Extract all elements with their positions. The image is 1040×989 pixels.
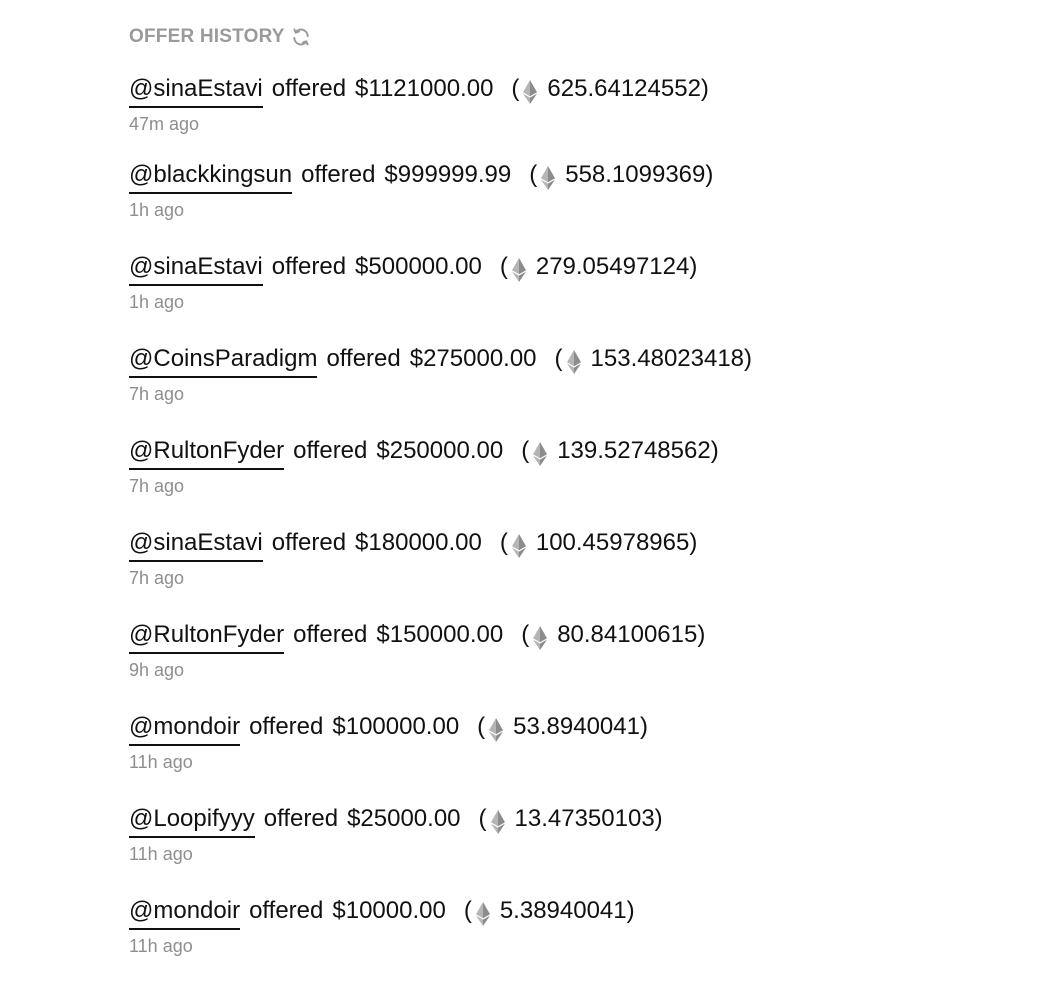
offer-user-link[interactable]: @Loopifyyy — [129, 804, 255, 838]
offer-user-link[interactable]: @blackkingsun — [129, 160, 292, 194]
close-paren: ) — [700, 75, 709, 102]
open-paren: ( — [478, 805, 487, 832]
offer-time: 47m ago — [129, 114, 200, 134]
offer-user-link[interactable]: @sinaEstavi — [129, 528, 263, 562]
offer-line — [129, 620, 1009, 654]
offer-verb: offered — [293, 437, 368, 464]
offer-verb: offered — [263, 805, 339, 832]
offer-item — [129, 252, 1009, 344]
offer-item — [129, 896, 1009, 988]
offer-line — [129, 896, 1009, 930]
offer-user-link[interactable]: @RultonFyder — [129, 620, 284, 654]
offer-time: 7h ago — [129, 476, 185, 496]
offer-eth-amount: 13.47350103 — [514, 805, 655, 832]
offer-amount: $999999.99 — [384, 161, 512, 188]
offer-amount: $275000.00 — [409, 345, 537, 372]
offer-history-header — [129, 24, 1009, 50]
offer-user-link[interactable]: @sinaEstavi — [129, 252, 263, 286]
offer-time: 11h ago — [129, 752, 193, 772]
open-paren: ( — [499, 253, 508, 280]
offer-user-link[interactable]: @CoinsParadigm — [129, 344, 317, 378]
offer-line — [129, 160, 1009, 194]
offer-verb: offered — [249, 897, 324, 924]
offer-list — [129, 50, 1009, 988]
open-paren: ( — [521, 621, 530, 648]
close-paren: ) — [626, 897, 635, 924]
offer-user-link[interactable]: @mondoir — [129, 896, 240, 930]
offer-line — [129, 712, 1009, 746]
offer-time: 1h ago — [129, 200, 185, 220]
offer-eth-value — [464, 896, 635, 926]
offer-eth-amount: 279.05497124 — [535, 253, 690, 280]
offer-time: 1h ago — [129, 292, 185, 312]
offer-eth-value — [521, 436, 719, 466]
ethereum-icon — [512, 534, 526, 558]
offer-verb: offered — [326, 345, 401, 372]
ethereum-icon — [567, 350, 581, 374]
offer-eth-value — [477, 712, 648, 742]
open-paren: ( — [511, 75, 520, 102]
offer-eth-value — [521, 620, 705, 650]
offer-time: 7h ago — [129, 568, 185, 588]
offer-item — [129, 620, 1009, 712]
open-paren: ( — [529, 161, 538, 188]
ethereum-icon — [533, 626, 547, 650]
offer-eth-value — [500, 252, 698, 282]
offer-line — [129, 804, 1009, 838]
offer-item — [129, 436, 1009, 528]
offer-item — [129, 344, 1009, 436]
offer-eth-amount: 153.48023418 — [590, 345, 745, 372]
ethereum-icon — [533, 442, 547, 466]
close-paren: ) — [744, 345, 753, 372]
ethereum-icon — [523, 80, 537, 104]
offer-eth-amount: 100.45978965 — [535, 529, 690, 556]
offer-user-link[interactable]: @RultonFyder — [129, 436, 284, 470]
offer-time: 9h ago — [129, 660, 185, 680]
open-paren: ( — [463, 897, 472, 924]
offer-amount: $1121000.00 — [355, 75, 494, 102]
offer-item — [129, 804, 1009, 896]
close-paren: ) — [654, 805, 663, 832]
ethereum-icon — [541, 166, 555, 190]
offer-time: 11h ago — [129, 936, 193, 956]
offer-verb: offered — [301, 161, 376, 188]
offer-user-link[interactable]: @mondoir — [129, 712, 240, 746]
open-paren: ( — [521, 437, 530, 464]
offer-item — [129, 712, 1009, 804]
offer-user-link[interactable]: @sinaEstavi — [129, 74, 263, 108]
refresh-icon[interactable] — [291, 27, 311, 47]
offer-line — [129, 344, 1009, 378]
offer-eth-amount: 80.84100615 — [557, 621, 698, 648]
offer-eth-amount: 53.8940041 — [513, 713, 640, 740]
offer-item — [129, 50, 1009, 160]
offer-verb: offered — [271, 529, 347, 556]
offer-eth-value — [555, 344, 753, 374]
open-paren: ( — [499, 529, 508, 556]
close-paren: ) — [697, 621, 706, 648]
offer-eth-value — [500, 528, 698, 558]
offer-verb: offered — [249, 713, 324, 740]
ethereum-icon — [491, 810, 505, 834]
offer-verb: offered — [271, 253, 347, 280]
offer-amount: $150000.00 — [376, 621, 504, 648]
ethereum-icon — [476, 902, 490, 926]
close-paren: ) — [705, 161, 714, 188]
ethereum-icon — [512, 258, 526, 282]
close-paren: ) — [689, 253, 698, 280]
offer-amount: $10000.00 — [332, 897, 446, 924]
offer-amount: $180000.00 — [355, 529, 482, 556]
ethereum-icon — [489, 718, 503, 742]
open-paren: ( — [554, 345, 563, 372]
offer-time: 11h ago — [129, 844, 193, 864]
offer-item — [129, 160, 1009, 252]
close-paren: ) — [710, 437, 719, 464]
offer-line — [129, 528, 1009, 562]
offer-item — [129, 528, 1009, 620]
close-paren: ) — [689, 529, 698, 556]
offer-eth-value — [529, 160, 713, 190]
offer-eth-amount: 625.64124552 — [547, 75, 701, 102]
offer-history-panel — [129, 24, 1009, 988]
offer-amount: $250000.00 — [376, 437, 504, 464]
offer-amount: $100000.00 — [332, 713, 460, 740]
offer-verb: offered — [271, 75, 347, 102]
offer-history-title: OFFER HISTORY — [129, 26, 285, 47]
offer-eth-amount: 139.52748562 — [557, 437, 711, 464]
close-paren: ) — [639, 713, 648, 740]
offer-eth-amount: 558.1099369 — [565, 161, 706, 188]
offer-amount: $25000.00 — [347, 805, 461, 832]
offer-eth-amount: 5.38940041 — [499, 897, 627, 924]
offer-line — [129, 436, 1009, 470]
offer-time: 7h ago — [129, 384, 185, 404]
offer-line — [129, 74, 1009, 108]
offer-line — [129, 252, 1009, 286]
open-paren: ( — [477, 713, 486, 740]
offer-amount: $500000.00 — [355, 253, 482, 280]
offer-eth-value — [479, 804, 663, 834]
offer-eth-value — [511, 74, 709, 104]
offer-verb: offered — [293, 621, 368, 648]
